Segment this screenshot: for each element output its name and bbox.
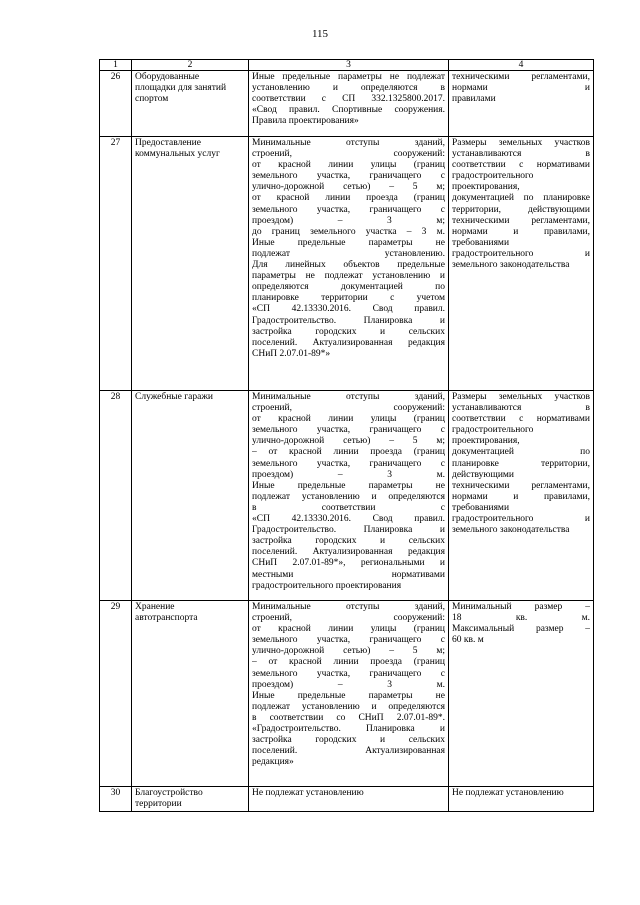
plot-size-line: градостроительного <box>452 425 534 436</box>
plot-size-line: земельного законодательства <box>452 260 570 271</box>
plot-size-line: нормами и <box>452 83 590 94</box>
limit-parameters-line: – от красной линии проезда (границ <box>252 657 445 668</box>
plot-size-cell <box>449 391 594 601</box>
table-row <box>100 601 594 787</box>
plot-size-line: проектирования, <box>452 182 520 193</box>
row-number: 27 <box>100 137 132 391</box>
plot-size-line: действующими <box>452 469 515 480</box>
plot-size-line: территории, действующими <box>452 204 590 215</box>
limit-parameters-line: подлежат установлению и определяются <box>252 701 445 712</box>
plot-size-line: документацией по планировке <box>452 193 590 204</box>
limit-parameters-line: в соответствии с <box>252 502 445 513</box>
limit-parameters-line: от красной линии улицы (границ <box>252 624 445 635</box>
limit-parameters-line: улично-дорожной сетью) – 5 м; <box>252 182 445 193</box>
limit-parameters-line: строений, сооружений: <box>252 403 445 414</box>
plot-size-line: соответствии с нормативами <box>452 160 590 171</box>
plot-size-line: техническими регламентами, <box>452 480 590 491</box>
use-type-name-cell <box>132 137 249 391</box>
plot-size-line: техническими регламентами, <box>452 215 590 226</box>
limit-parameters-line: улично-дорожной сетью) – 5 м; <box>252 646 445 657</box>
limit-parameters-line: планировке территории с учетом <box>252 293 445 304</box>
plot-size-line: Размеры земельных участков <box>452 138 590 148</box>
limit-parameters-line: СНиП 2.07.01-89*», региональными и <box>252 558 445 569</box>
limit-parameters-line: земельного участка, граничащего с <box>252 458 445 469</box>
limit-parameters-line: застройка городских и сельских <box>252 326 445 337</box>
plot-size-line: Максимальный размер – <box>452 624 590 635</box>
limit-parameters-line: земельного участка, граничащего с <box>252 425 445 436</box>
limit-parameters-line: земельного участка, граничащего с <box>252 668 445 679</box>
limit-parameters-line: проездом) – 3 м; <box>252 215 445 226</box>
row-number: 28 <box>100 391 132 601</box>
limit-parameters-line: Минимальные отступы зданий, <box>252 602 445 612</box>
limit-parameters-line: в соответствии со СНиП 2.07.01-89*. <box>252 712 445 723</box>
limit-parameters-line: Градостроительство. Планировка и <box>252 525 445 536</box>
header-cell: 2 <box>132 60 249 71</box>
plot-size-line: документацией по <box>452 447 590 458</box>
limit-parameters-line: Для линейных объектов предельные <box>252 260 445 271</box>
limit-parameters-line: Минимальные отступы зданий, <box>252 392 445 402</box>
limit-parameters-line: «СП 42.13330.2016. Свод правил. <box>252 514 445 525</box>
plot-size-line: градостроительного и <box>452 514 590 525</box>
limit-parameters-line: от красной линии улицы (границ <box>252 414 445 425</box>
use-type-name-line: площадки для занятий <box>135 83 227 94</box>
limit-parameters-line: строений, сооружений: <box>252 149 445 160</box>
use-type-name-line: автотранспорта <box>135 613 198 624</box>
plot-size-line: Размеры земельных участков <box>452 392 590 402</box>
limit-parameters-line: Иные предельные параметры не подлежат <box>252 72 445 82</box>
limit-parameters-line: проездом) – 3 м. <box>252 679 445 690</box>
limit-parameters-line: до границ земельного участка – 3 м. <box>252 226 445 237</box>
header-cell: 1 <box>100 60 132 71</box>
limit-parameters-line: проездом) – 3 м. <box>252 469 445 480</box>
limit-parameters-line: поселений. Актуализированная <box>252 746 445 757</box>
table-row <box>100 71 594 137</box>
use-type-name-line: Предоставление <box>135 138 201 148</box>
plot-size-line: устанавливаются в <box>452 403 590 414</box>
plot-size-cell <box>449 787 594 812</box>
limit-parameters-cell <box>249 71 449 137</box>
limit-parameters-line: улично-дорожной сетью) – 5 м; <box>252 436 445 447</box>
limit-parameters-cell <box>249 391 449 601</box>
limit-parameters-line: «СП 42.13330.2016. Свод правил. <box>252 304 445 315</box>
row-number: 30 <box>100 787 132 812</box>
plot-size-line: требованиями <box>452 502 510 513</box>
limit-parameters-line: Минимальные отступы зданий, <box>252 138 445 148</box>
plot-size-line: нормами и правилами, <box>452 491 590 502</box>
plot-size-line: Не подлежат установлению <box>452 788 564 798</box>
use-type-name-line: Хранение <box>135 602 175 612</box>
table-header-row <box>100 60 594 71</box>
row-number: 29 <box>100 601 132 787</box>
limit-parameters-line: – от красной линии проезда (границ <box>252 447 445 458</box>
use-type-name-line: коммунальных услуг <box>135 149 220 160</box>
limit-parameters-line: Не подлежат установлению <box>252 788 364 798</box>
limit-parameters-line: строений, сооружений: <box>252 613 445 624</box>
plot-size-line: нормами и правилами, <box>452 226 590 237</box>
limit-parameters-cell <box>249 137 449 391</box>
limit-parameters-line: Иные предельные параметры не <box>252 237 445 248</box>
use-type-name-line: территории <box>135 799 182 810</box>
limit-parameters-line: поселений. Актуализированная редакция <box>252 337 445 348</box>
plot-size-line: планировке территории, <box>452 458 590 469</box>
plot-size-line: соответствии с нормативами <box>452 414 590 425</box>
use-type-name-cell <box>132 391 249 601</box>
limit-parameters-line: «Градостроительство. Планировка и <box>252 724 445 735</box>
limit-parameters-line: определяются документацией по <box>252 282 445 293</box>
use-type-name-line: Благоустройство <box>135 788 203 798</box>
limit-parameters-line: земельного участка, граничащего с <box>252 635 445 646</box>
plot-size-line: 60 кв. м <box>452 635 484 646</box>
plot-size-line: требованиями <box>452 237 510 248</box>
limit-parameters-line: от красной линии улицы (границ <box>252 160 445 171</box>
limit-parameters-line: Правила проектирования» <box>252 116 359 127</box>
limit-parameters-line: градостроительного проектирования <box>252 580 402 591</box>
plot-size-line: устанавливаются в <box>452 149 590 160</box>
plot-size-line: земельного законодательства <box>452 525 570 536</box>
page-number: 115 <box>311 28 329 40</box>
limit-parameters-line: земельного участка, граничащего с <box>252 171 445 182</box>
plot-size-line: Минимальный размер – <box>452 602 590 612</box>
limit-parameters-line: СНиП 2.07.01-89*» <box>252 348 331 359</box>
plot-size-line: 18 кв. м. <box>452 613 590 624</box>
limit-parameters-line: подлежат установлению и определяются <box>252 491 445 502</box>
limit-parameters-line: «Свод правил. Спортивные сооружения. <box>252 105 445 116</box>
limit-parameters-line: от красной линии проезда (границ <box>252 193 445 204</box>
plot-size-line: правилами <box>452 94 496 105</box>
use-type-name-cell <box>132 71 249 137</box>
limit-parameters-line: застройка городских и сельских <box>252 735 445 746</box>
table-row <box>100 137 594 391</box>
plot-size-line: проектирования, <box>452 436 520 447</box>
use-type-name-line: Служебные гаражи <box>135 392 213 402</box>
use-type-name-cell <box>132 787 249 812</box>
limit-parameters-line: застройка городских и сельских <box>252 536 445 547</box>
header-cell: 4 <box>449 60 594 71</box>
plot-size-cell <box>449 601 594 787</box>
limit-parameters-line: земельного участка, граничащего с <box>252 204 445 215</box>
use-type-name-line: Оборудованные <box>135 72 200 82</box>
header-cell: 3 <box>249 60 449 71</box>
plot-size-line: градостроительного <box>452 171 534 182</box>
plot-size-cell <box>449 71 594 137</box>
limit-parameters-line: установлению и определяются в <box>252 83 445 94</box>
limit-parameters-line: редакция» <box>252 757 294 768</box>
limit-parameters-line: подлежат установлению. <box>252 248 445 259</box>
plot-size-line: техническими регламентами, <box>452 72 590 82</box>
regulations-table <box>99 59 594 812</box>
limit-parameters-line: Иные предельные параметры не <box>252 690 445 701</box>
plot-size-cell <box>449 137 594 391</box>
limit-parameters-cell <box>249 787 449 812</box>
limit-parameters-line: Градостроительство. Планировка и <box>252 315 445 326</box>
limit-parameters-line: местными нормативами <box>252 569 445 580</box>
plot-size-line: градостроительного и <box>452 248 590 259</box>
limit-parameters-line: соответствии с СП 332.1325800.2017. <box>252 94 445 105</box>
limit-parameters-cell <box>249 601 449 787</box>
use-type-name-cell <box>132 601 249 787</box>
row-number: 26 <box>100 71 132 137</box>
table-row <box>100 391 594 601</box>
limit-parameters-line: Иные предельные параметры не <box>252 480 445 491</box>
table-row <box>100 787 594 812</box>
limit-parameters-line: поселений. Актуализированная редакция <box>252 547 445 558</box>
use-type-name-line: спортом <box>135 94 169 105</box>
limit-parameters-line: параметры не подлежат установлению и <box>252 271 445 282</box>
